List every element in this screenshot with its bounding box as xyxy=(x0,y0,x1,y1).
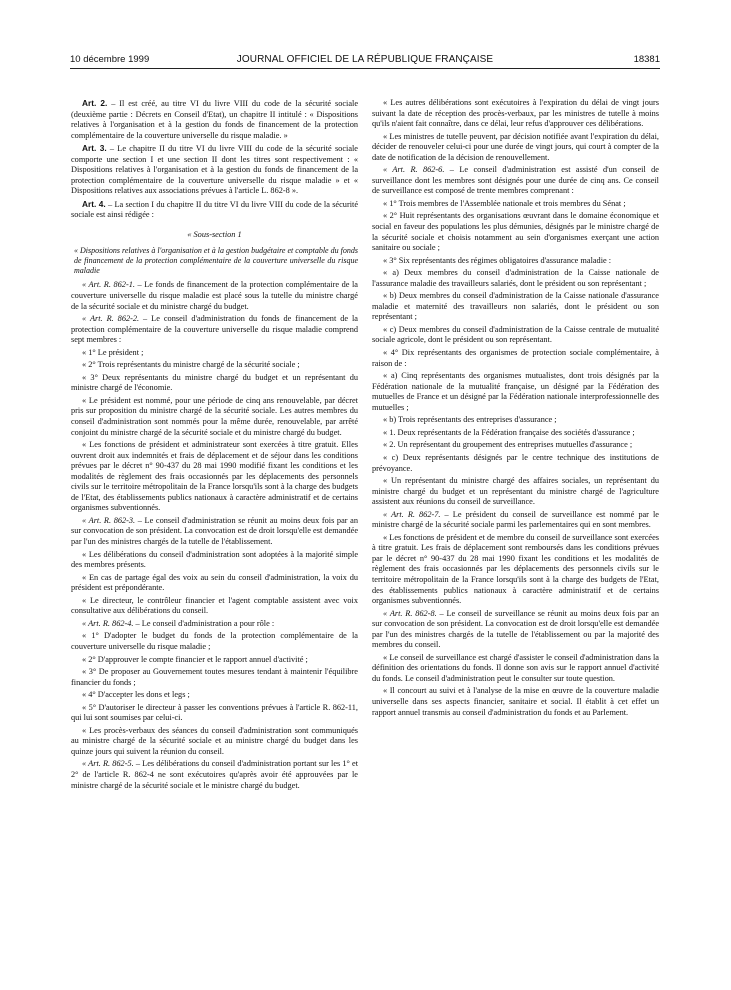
article-text: – Le chapitre II du titre VI du livre VIII du code de la sécurité sociale comporte une section I et une section II dont les titres sont respectivement : « Dispositions relatives à l'organisation et à la gestion du fonds de financement de la protection complémentaire de la couverture universelle du risque maladie » et « Dispositions relatives aux associations prévues à l'article L. 862-8 ». xyxy=(71,144,358,196)
code-article-paragraph xyxy=(71,516,358,548)
code-article-label: « Art. R. 862-5. xyxy=(82,759,134,769)
subsection-heading: « Dispositions relatives à l'organisation et à la gestion budgétaire et comptable du fonds de financement de la protection complémentaire de la couverture universelle du risque maladie xyxy=(74,245,358,276)
body-paragraph: « 1° Trois membres de l'Assemblée nationale et trois membres du Sénat ; xyxy=(383,198,626,208)
body-paragraph: « 4° Dix représentants des organismes de protection sociale complémentaire, à raison de : xyxy=(372,348,659,368)
body-paragraph: « 2. Un représentant du groupement des entreprises mutuelles d'assurance ; xyxy=(383,440,633,450)
body-paragraph: « Un représentant du ministre chargé des affaires sociales, un représentant du ministre chargé du budget et un représentant du ministre chargé de l'agriculture assistent aux réunions du conseil de surveillance. xyxy=(372,476,659,507)
body-paragraph: « Les ministres de tutelle peuvent, par décision notifiée avant l'expiration du délai, décider de renouveler celui-ci pour une durée de vingt jours, qui court à compter de la date de notification de la décision de renouvellement. xyxy=(372,131,659,162)
body-paragraph: « Le président est nommé, pour une période de cinq ans renouvelable, par décret pris sur proposition du ministre chargé de la sécurité sociale. Les autres membres du conseil d'administration sont nommés pour la même durée, renouvelable, par arrêté conjoint du ministre chargé de la sécurité sociale et du ministre chargé du budget. xyxy=(71,395,358,437)
article-label: Art. 4. xyxy=(82,198,106,209)
article-text: – Le fonds de financement de la protection complémentaire de la couverture universelle du risque maladie est placé sous la tutelle du ministre chargé de la sécurité sociale et du ministre chargé du budget. xyxy=(71,280,358,311)
code-article-label: « Art. R. 862-2. xyxy=(82,314,140,324)
article-label: Art. 2. xyxy=(82,98,108,108)
journal-title: JOURNAL OFFICIEL DE LA RÉPUBLIQUE FRANÇAISE xyxy=(236,54,494,65)
article-paragraph xyxy=(71,98,358,141)
subsection-title: « Sous-section 1 xyxy=(187,230,242,240)
body-paragraph: « a) Cinq représentants des organismes mutualistes, dont trois désignés par la Fédération nationale de la mutualité française, un désigné par la Fédération des mutuelles de France et un désigné par la Fédération nationale interprofessionnelle des mutuelles ; xyxy=(372,371,659,412)
body-paragraph: « b) Deux membres du conseil d'administration de la Caisse nationale d'assurance maladie et maternité des travailleurs non salariés, dont le président ou son représentant ; xyxy=(372,291,659,322)
body-paragraph: « Les délibérations du conseil d'administration sont adoptées à la majorité simple des membres présents. xyxy=(71,549,358,570)
body-paragraph: « 3° Six représentants des régimes obligatoires d'assurance maladie : xyxy=(383,255,612,265)
left-column xyxy=(71,98,358,793)
code-article-paragraph xyxy=(71,619,358,630)
code-article-paragraph xyxy=(71,280,358,312)
code-article-paragraph xyxy=(71,314,358,346)
running-head xyxy=(70,54,660,68)
body-paragraph: « 3° Deux représentants du ministre chargé du budget et un représentant du ministre chargé de l'économie. xyxy=(71,372,358,393)
article-text: – Le conseil d'administration a pour rôle : xyxy=(133,618,275,628)
code-article-label: « Art. R. 862-1. xyxy=(82,280,135,290)
body-paragraph: « 2° Huit représentants des organisations œuvrant dans le domaine économique et social en faveur des populations les plus démunies, désignés par le ministre chargé de la sécurité sociale et choisis notamment au sein d'organismes exerçant une action sanitaire ou sociale ; xyxy=(372,211,659,253)
body-paragraph: « 2° Trois représentants du ministre chargé de la sécurité sociale ; xyxy=(82,360,300,370)
body-paragraph: « b) Trois représentants des entreprises d'assurance ; xyxy=(383,415,557,425)
issue-date: 10 décembre 1999 xyxy=(70,54,150,65)
body-paragraph: « 4° D'accepter les dons et legs ; xyxy=(82,690,190,700)
body-paragraph: « 1° D'adopter le budget du fonds de la protection complémentaire de la couverture universelle du risque maladie ; xyxy=(71,631,358,651)
article-text: – Le président du conseil de surveillance est nommé par le ministre chargé de la sécurité sociale parmi les parlementaires qui en sont membres. xyxy=(372,509,659,530)
code-article-label: « Art. R. 862-4. xyxy=(82,618,134,628)
code-article-paragraph xyxy=(372,510,659,531)
article-text: – Il est créé, au titre VI du livre VIII du code de la sécurité sociale (deuxième partie : Décrets en Conseil d'Etat), un chapitre II intitulé : « Dispositions relatives à l'organisation et à la gestion du fonds de financement de la protection complémentaire de la couverture universelle du risque maladie. » xyxy=(71,99,359,140)
body-paragraph: « Il concourt au suivi et à l'analyse de la mise en œuvre de la couverture maladie universelle dans ses aspects financier, sanitaire et social. Il établit à cet effet un rapport annuel transmis au conseil d'administration du fonds et au Parlement. xyxy=(372,686,659,717)
body-paragraph: « Les procès-verbaux des séances du conseil d'administration sont communiqués au ministre chargé de la sécurité sociale et au ministre chargé du budget dans les quinze jours qui suivent la réunion du conseil. xyxy=(71,725,358,756)
body-paragraph: « 1. Deux représentants de la Fédération française des sociétés d'assurance ; xyxy=(383,427,635,437)
body-paragraph: « Le conseil de surveillance est chargé d'assister le conseil d'administration dans la définition des orientations du fonds. Il donne son avis sur le rapport annuel d'activité du fonds. Le conseil d'administration peut le consulter sur toute question. xyxy=(372,652,659,683)
body-paragraph: « 1° Le président ; xyxy=(82,347,144,357)
code-article-paragraph xyxy=(71,759,358,791)
page-number: 18381 xyxy=(633,54,660,65)
body-paragraph: « 2° D'approuver le compte financier et le rapport annuel d'activité ; xyxy=(82,654,308,664)
body-paragraph: « Les fonctions de président et administrateur sont exercées à titre gratuit. Elles ouvrent droit aux indemnités et frais de déplacement et de séjour dans les conditions prévues par le décret n° 90-437 du 28 mai 1990 modifié fixant les conditions et les modalités de règlement des frais occasionnés par les déplacements des personnels civils sur le territoire métropolitain de la France lorsqu'ils sont à la charge des budgets de l'Etat, des établissements publics nationaux à caractère administratif et de certains organismes subventionnés. xyxy=(71,440,358,513)
article-text: – Le conseil de surveillance se réunit au moins deux fois par an sur convocation de son président. La convocation est de droit lorsqu'elle est demandée par l'un des ministres chargés de la tutelle de l'établissement ou par la majorité des membres du conseil. xyxy=(372,608,659,650)
body-paragraph: « Les autres délibérations sont exécutoires à l'expiration du délai de vingt jours suivant la date de réception des procès-verbaux, par les ministres de tutelle à moins qu'ils n'aient fait connaître, dans ce délai, leur refus d'approuver ces délibérations. xyxy=(372,98,659,129)
code-article-label: « Art. R. 862-8. xyxy=(383,608,437,618)
body-paragraph: « c) Deux représentants désignés par le centre technique des institutions de prévoyance. xyxy=(372,452,659,473)
article-text: – Le conseil d'administration est assisté d'un conseil de surveillance dont les membres sont désignés pour une durée de cinq ans. Ce conseil de surveillance est composé de trente membres comprenant : xyxy=(372,165,659,196)
body-paragraph: « 5° D'autoriser le directeur à passer les conventions prévues à l'article R. 862-11, qui lui sont soumises par celui-ci. xyxy=(71,702,358,723)
body-paragraph: « 3° De proposer au Gouvernement toutes mesures tendant à maintenir l'équilibre financier du fonds ; xyxy=(71,667,358,687)
article-label: Art. 3. xyxy=(82,143,107,154)
article-text: – Le conseil d'administration se réunit au moins deux fois par an sur convocation de son président. La convocation est de droit lorsqu'elle est demandée par l'un des ministres chargés de la tutelle de l'établissement. xyxy=(71,515,358,547)
article-text: – La section I du chapitre II du titre VI du livre VIII du code de la sécurité sociale est ainsi rédigée : xyxy=(71,199,359,220)
code-article-label: « Art. R. 862-7. xyxy=(383,509,441,519)
article-text: – Le conseil d'administration du fonds de financement de la protection complémentaire de la couverture universelle du risque maladie comprend sept membres : xyxy=(71,314,358,345)
article-paragraph xyxy=(71,143,358,197)
body-paragraph: « Le directeur, le contrôleur financier et l'agent comptable assistent avec voix consultative aux délibérations du conseil. xyxy=(71,595,358,616)
code-article-paragraph xyxy=(372,165,659,197)
body-paragraph: « Les fonctions de président et de membre du conseil de surveillance sont exercées à titre gratuit. Les frais de déplacement sont remboursés dans les conditions prévues par le décret n° 90-437 du 28 mai 1990 fixant les conditions et les modalités de règlement des frais occasionnés par les déplacements des personnels civils sur le territoire métropolitain de la France lorsqu'ils sont à la charge des budgets de l'Etat, des établissements publics nationaux à caractère administratif et de certains organismes subventionnés. xyxy=(372,532,659,606)
code-article-label: « Art. R. 862-3. xyxy=(82,515,136,525)
article-text: – Les délibérations du conseil d'administration portant sur les 1° et 2° de l'article R. 862-4 ne sont exécutoires qu'après avoir été approuvées par le ministre chargé de la sécurité sociale et le ministre chargé du budget. xyxy=(71,759,358,790)
body-paragraph: « c) Deux membres du conseil d'administration de la Caisse centrale de mutualité sociale agricole, dont le président ou son représentant. xyxy=(372,324,659,345)
header-rule xyxy=(70,68,660,69)
body-paragraph: « a) Deux membres du conseil d'administration de la Caisse nationale de l'assurance maladie des travailleurs salariés, dont le président ou son représentant ; xyxy=(372,268,659,288)
code-article-label: « Art. R. 862-6. xyxy=(383,165,445,175)
body-paragraph: « En cas de partage égal des voix au sein du conseil d'administration, la voix du président est prépondérante. xyxy=(71,572,358,593)
right-column xyxy=(372,98,659,720)
code-article-paragraph xyxy=(372,609,659,651)
article-paragraph xyxy=(71,199,358,221)
